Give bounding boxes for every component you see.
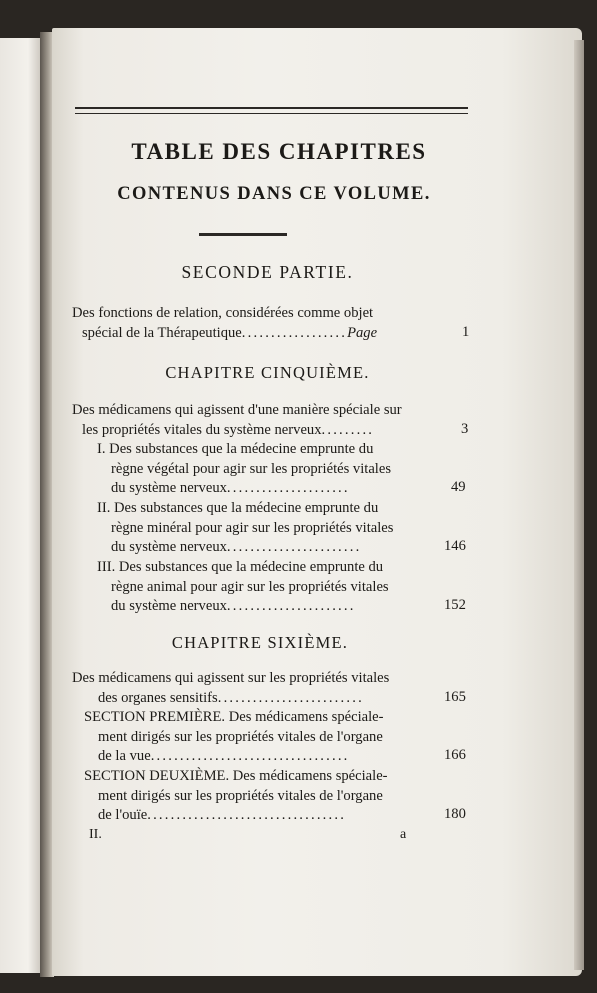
leader-dots: ......... [321, 421, 375, 438]
leader-dots: ......................... [217, 689, 364, 706]
entry-text: spécial de la Thérapeutique [82, 324, 242, 341]
entry-line-2 [72, 324, 452, 344]
page-number: 146 [444, 538, 466, 554]
chapter5-heading: CHAPITRE CINQUIÈME. [165, 363, 370, 382]
leader-dots: ....................... [226, 539, 362, 555]
entry-line-3 [84, 806, 388, 826]
entry-line-3 [84, 747, 384, 767]
signature-mark: a [400, 827, 407, 842]
short-rule [199, 233, 287, 236]
leader-dots: .................. [241, 324, 348, 341]
toc-entry [84, 767, 388, 826]
page-label: Page [347, 324, 378, 341]
entry-text: du système nerveux [111, 539, 227, 555]
toc-entry [84, 708, 384, 767]
leader-dots: .................................. [147, 807, 347, 823]
entry-line: ment dirigés sur les propriétés vitales de l'organe [98, 728, 383, 745]
page-number: 3 [461, 421, 469, 437]
entry-line: Des fonctions de relation, considérées comme objet [72, 305, 374, 321]
entry-line: II. Des substances que la médecine emprunte du [97, 500, 379, 516]
entry-line-2 [72, 421, 402, 441]
volume-number: II. [89, 827, 102, 842]
entry-line: SECTION PREMIÈRE. Des médicamens spéciale- [84, 709, 384, 725]
entry-line: règne animal pour agir sur les propriétés vitales [111, 578, 389, 595]
entry-text: de la vue [98, 748, 151, 764]
top-rule [75, 107, 468, 109]
entry-line: SECTION DEUXIÈME. Des médicamens spéciale- [84, 768, 388, 784]
leader-dots: ..................... [226, 480, 350, 496]
toc-entry [72, 669, 389, 708]
page-subtitle: CONTENUS DANS CE VOLUME. [117, 184, 431, 204]
entry-line: règne minéral pour agir sur les propriétés vitales [111, 519, 394, 536]
page-number: 180 [444, 806, 466, 822]
toc-entry [97, 499, 393, 558]
entry-text: de l'ouïe [98, 807, 148, 823]
entry-line-3 [97, 597, 389, 617]
toc-entry [97, 558, 389, 617]
toc-entry-intro [72, 304, 452, 343]
part-heading: SECONDE PARTIE. [181, 262, 354, 282]
leader-dots: .................................. [150, 748, 350, 764]
page-number: 166 [444, 747, 466, 763]
page-edge-shadow [574, 40, 584, 970]
entry-line: Des médicamens qui agissent d'une manière spéciale sur [72, 402, 402, 418]
top-rule-thin [75, 113, 468, 114]
entry-text: du système nerveux [111, 598, 227, 614]
entry-line-3 [97, 538, 393, 558]
entry-line: ment dirigés sur les propriétés vitales de l'organe [98, 787, 383, 804]
toc-entry [72, 401, 402, 440]
entry-text: du système nerveux [111, 480, 227, 496]
entry-text: les propriétés vitales du système nerveux [82, 421, 322, 438]
page-number: 49 [451, 479, 466, 495]
entry-text: des organes sensitifs [98, 689, 218, 706]
entry-line: Des médicamens qui agissent sur les propriétés vitales [72, 670, 390, 686]
page-number: 1 [462, 324, 470, 340]
page-title: TABLE DES CHAPITRES [131, 139, 427, 164]
toc-entry [97, 440, 391, 499]
page-number: 152 [444, 597, 466, 613]
entry-line: règne végétal pour agir sur les propriétés vitales [111, 460, 392, 477]
entry-line-2 [72, 689, 389, 709]
leader-dots: ...................... [226, 598, 356, 614]
entry-line-3 [97, 479, 391, 499]
page-number: 165 [444, 689, 466, 705]
entry-line: I. Des substances que la médecine emprunte du [97, 441, 374, 457]
entry-line: III. Des substances que la médecine emprunte du [97, 559, 384, 575]
left-page-edge [0, 38, 42, 973]
chapter6-heading: CHAPITRE SIXIÈME. [171, 633, 349, 652]
